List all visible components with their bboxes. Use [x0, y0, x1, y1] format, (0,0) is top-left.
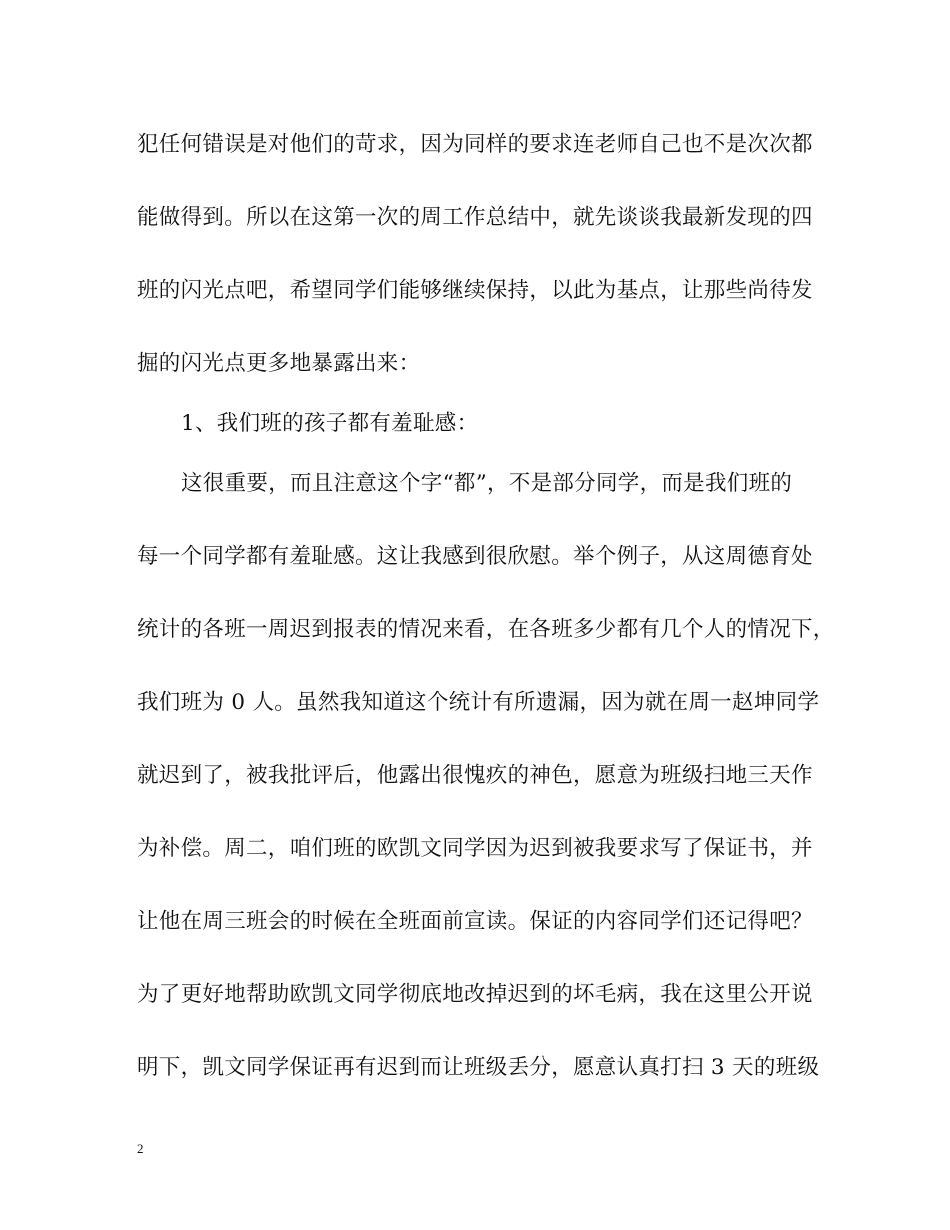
- paragraph-line: 班的闪光点吧，希望同学们能够继续保持，以此为基点，让那些尚待发: [137, 278, 813, 303]
- paragraph-line: 统计的各班一周迟到报表的情况来看，在各班多少都有几个人的情况下，: [137, 617, 835, 642]
- paragraph-line: 我们班为 0 人。虽然我知道这个统计有所遗漏，因为就在周一赵坤同学: [137, 690, 820, 715]
- paragraph-line: 犯任何错误是对他们的苛求，因为同样的要求连老师自己也不是次次都: [137, 132, 813, 157]
- list-item-heading: 1、我们班的孩子都有羞耻感：: [181, 411, 479, 436]
- paragraph-line: 掘的闪光点更多地暴露出来：: [137, 351, 421, 376]
- paragraph-line: 能做得到。所以在这第一次的周工作总结中，就先谈谈我最新发现的四: [137, 205, 813, 230]
- paragraph-line: 让他在周三班会的时候在全班面前宣读。保证的内容同学们还记得吧？: [137, 909, 813, 934]
- page-number: 2: [137, 1141, 144, 1156]
- paragraph-line: 为补偿。周二，咱们班的欧凯文同学因为迟到被我要求写了保证书，并: [137, 836, 813, 861]
- paragraph-line: 这很重要，而且注意这个字“都”，不是部分同学，而是我们班的: [181, 471, 793, 496]
- paragraph-line: 每一个同学都有羞耻感。这让我感到很欣慰。举个例子，从这周德育处: [137, 544, 813, 569]
- paragraph-line: 明下，凯文同学保证再有迟到而让班级丢分，愿意认真打扫 3 天的班级: [137, 1055, 820, 1080]
- paragraph-line: 就迟到了，被我批评后，他露出很愧疚的神色，愿意为班级扫地三天作: [137, 763, 813, 788]
- paragraph-line: 为了更好地帮助欧凯文同学彻底地改掉迟到的坏毛病，我在这里公开说: [137, 982, 813, 1007]
